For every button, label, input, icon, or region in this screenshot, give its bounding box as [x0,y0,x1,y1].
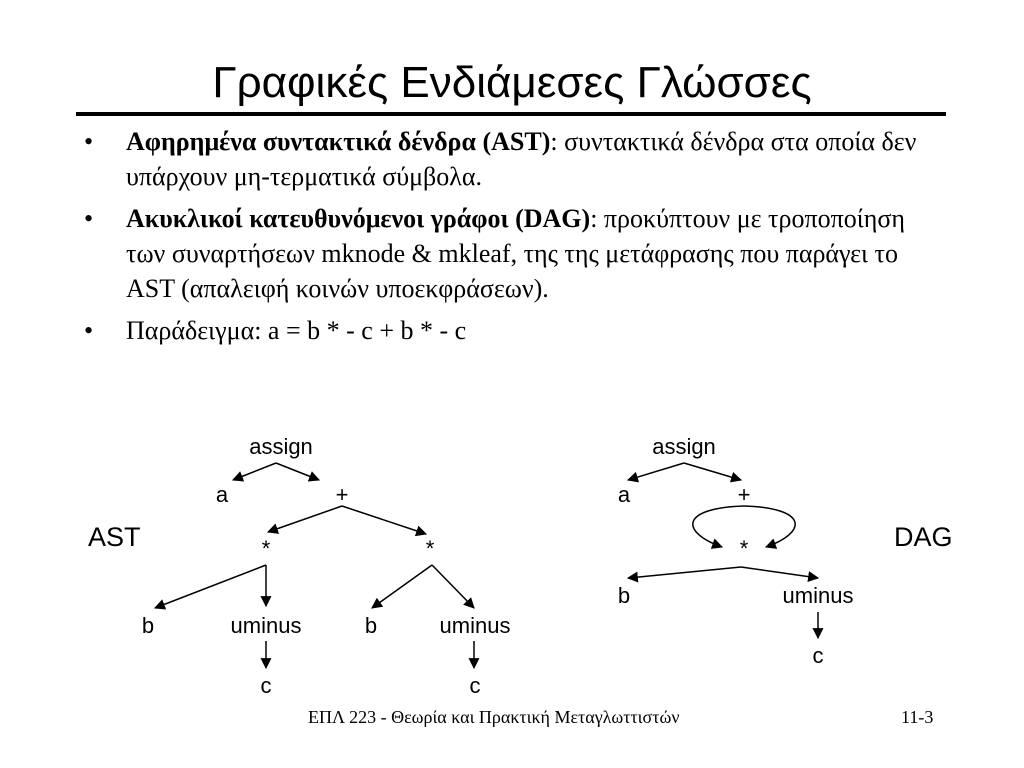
bullet-ast [84,124,944,194]
ast-node-b-left: b [141,613,155,638]
bullet-example [84,313,944,348]
dag-edge-star-uminus [741,567,818,578]
ast-node-star-right: * [425,536,435,561]
ast-edge-assign-a [233,463,276,480]
ast-node-plus: + [335,482,349,507]
bullet-dag [84,201,944,306]
dag-edge-plus-star-1 [693,506,744,547]
ast-label: AST [88,522,141,552]
footer-page-number: 11-3 [901,707,934,727]
dag-node-uminus: uminus [782,583,854,608]
ast-edge-star-b-right [372,565,432,608]
bullet-dot: • [84,316,94,345]
ast-edge-assign-plus [276,463,319,480]
ast-node-uminus-right: uminus [439,613,511,638]
ast-node-assign: assign [249,434,313,459]
bullet-text: Παράδειγμα: a = b * - c + b * - c [126,316,467,345]
dag-label: DAG [894,522,953,552]
footer-course: ΕΠΛ 223 - Θεωρία και Πρακτική Μεταγλωττιστών [308,707,680,727]
dag-edge-plus-star-2 [744,506,795,547]
bullet-term: Ακυκλικοί κατευθυνόμενοι γράφοι (DAG) [126,204,591,233]
ast-edge-star-uminus-right [432,565,474,608]
ast-node-a: a [215,482,229,507]
dag-node-b: b [617,583,631,608]
dag-edges [628,463,818,638]
ast-edges [155,463,474,668]
dag-node-assign: assign [652,434,716,459]
bullet-dot: • [84,127,94,156]
dag-node-a: a [617,482,631,507]
dag-node-star: * [739,536,749,561]
dag-edge-star-b [628,567,741,578]
bullet-term: Αφηρημένα συντακτικά δένδρα (AST) [126,127,551,156]
ast-node-star-left: * [261,536,271,561]
ast-node-uminus-left: uminus [230,613,302,638]
bullet-text: : προκύπτουν με τροποποίηση των συναρτήσεων mknode & mkleaf, της της μετάφρασης που παράγει το AST (απαλειφή κοινών υποεκφράσεων). [126,204,905,303]
ast-dag-diagram [0,420,1024,705]
bullet-list [84,124,944,355]
slide-title: Γραφικές Ενδιάμεσες Γλώσσες [212,58,812,107]
ast-node-b-right: b [364,613,378,638]
bullet-text: : συντακτικά δένδρα στα οποία δεν υπάρχουν μη-τερματικά σύμβολα. [126,127,917,191]
dag-edge-assign-a [628,463,684,480]
ast-node-c-right: c [469,673,481,698]
ast-edge-star-b-left [155,565,266,608]
ast-edge-plus-star-left [268,506,342,532]
ast-edge-plus-star-right [342,506,426,534]
bullet-dot: • [84,204,94,233]
ast-node-c-left: c [260,673,272,698]
dag-node-c: c [812,643,824,668]
title-underline [76,112,946,116]
dag-node-plus: + [737,482,751,507]
dag-edge-assign-plus [684,463,741,480]
